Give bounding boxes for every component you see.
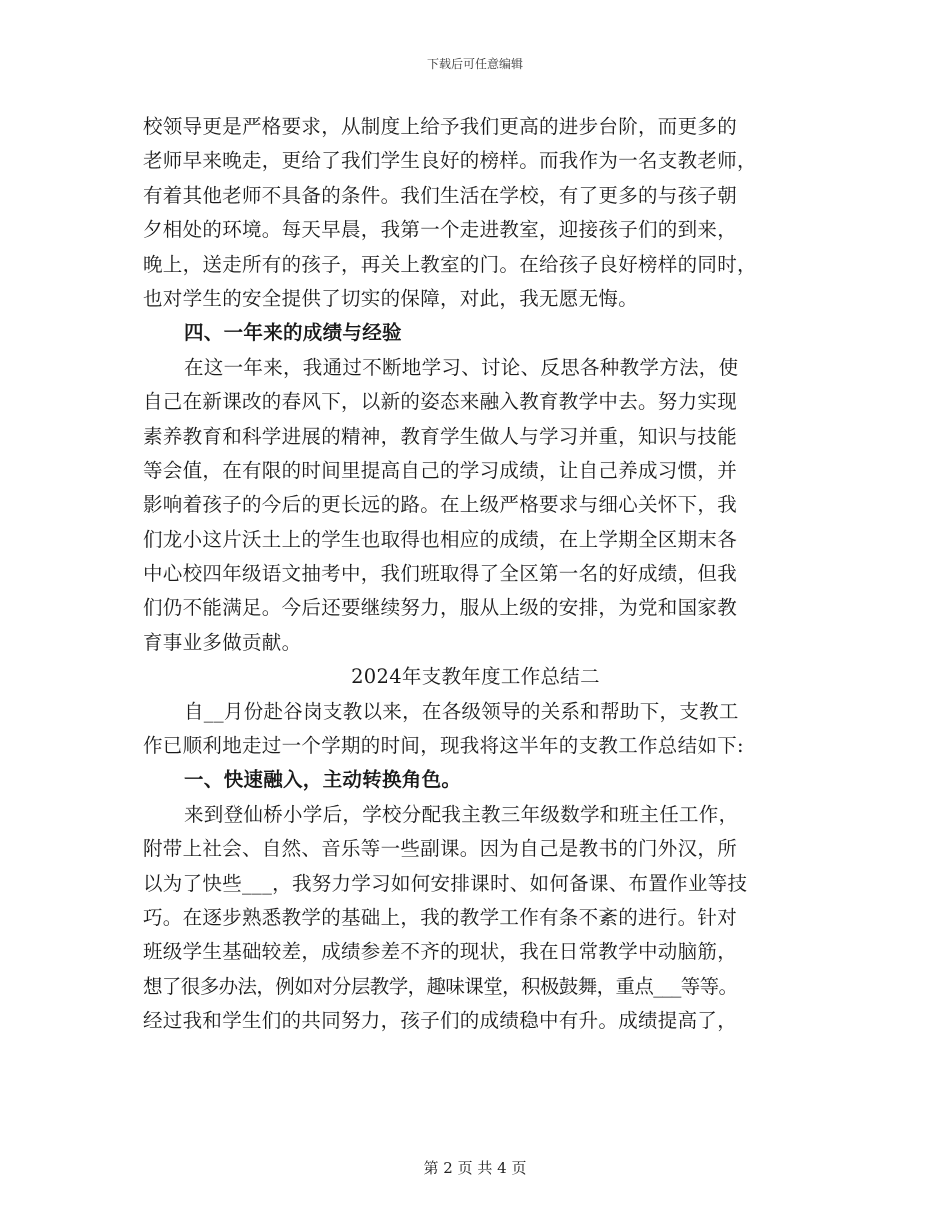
paragraph-line: 晚上，送走所有的孩子，再关上教室的门。在给孩子良好榜样的同时，	[143, 252, 757, 276]
paragraph-line: 们龙小这片沃土上的学生也取得也相应的成绩，在上学期全区期末各	[143, 527, 738, 551]
paragraph-line: 中心校四年级语文抽考中，我们班取得了全区第一名的好成绩，但我	[143, 562, 738, 586]
paragraph-line: 来到登仙桥小学后，学校分配我主教三年级数学和班主任工作，	[184, 802, 739, 826]
paragraph-line: 在这一年来，我通过不断地学习、讨论、反思各种教学方法，使	[184, 355, 739, 379]
paragraph-line: 老师早来晚走，更给了我们学生良好的榜样。而我作为一名支教老师，	[143, 149, 757, 173]
document-body	[143, 110, 808, 1039]
paragraph-line: 有着其他老师不具备的条件。我们生活在学校，有了更多的与孩子朝	[143, 183, 738, 207]
paragraph-line: 作已顺利地走过一个学期的时间，现我将这半年的支教工作总结如下:	[143, 734, 744, 758]
paragraph-line: 也对学生的安全提供了切实的保障，对此，我无愿无悔。	[143, 286, 639, 310]
paragraph-line: 育事业多做贡献。	[143, 630, 302, 654]
paragraph-line: 等会值，在有限的时间里提高自己的学习成绩，让自己养成习惯，并	[143, 458, 738, 482]
paragraph-line: 自己在新课改的春风下，以新的姿态来融入教育教学中去。努力实现	[143, 390, 738, 414]
paragraph-line: 自__月份赴谷岗支教以来，在各级领导的关系和帮助下，支教工	[184, 699, 739, 723]
paragraph-line: 想了很多办法，例如对分层教学，趣味课堂，积极鼓舞，重点___等等。	[143, 974, 738, 998]
paragraph-line: 们仍不能满足。今后还要继续努力，服从上级的安排，为党和国家教	[143, 596, 738, 620]
page-footer: 第 2 页 共 4 页	[423, 1159, 527, 1177]
paragraph-line: 夕相处的环境。每天早晨，我第一个走进教室，迎接孩子们的到来，	[143, 218, 738, 242]
paragraph-line: 以为了快些___，我努力学习如何安排课时、如何备课、布置作业等技	[143, 871, 748, 895]
paragraph-line: 影响着孩子的今后的更长远的路。在上级严格要求与细心关怀下，我	[143, 493, 738, 517]
paragraph-line: 校领导更是严格要求，从制度上给予我们更高的进步台阶，而更多的	[143, 115, 738, 138]
section-heading: 一、快速融入，主动转换角色。	[184, 768, 462, 792]
section-heading: 四、一年来的成绩与经验	[184, 321, 402, 345]
paragraph-line: 附带上社会、自然、音乐等一些副课。因为自己是教书的门外汉，所	[143, 837, 738, 861]
paragraph-line: 巧。在逐步熟悉教学的基础上，我的教学工作有条不紊的进行。针对	[143, 905, 738, 929]
paragraph-line: 素养教育和科学进展的精神，教育学生做人与学习并重，知识与技能	[143, 424, 738, 448]
page-header: 下载后可任意编辑	[426, 57, 523, 71]
paragraph-line: 班级学生基础较差，成绩参差不齐的现状，我在日常教学中动脑筋，	[143, 940, 738, 964]
paragraph-line: 经过我和学生们的共同努力，孩子们的成绩稳中有升。成绩提高了，	[143, 1009, 738, 1033]
document-title: 2024年支教年度工作总结二	[351, 665, 600, 689]
